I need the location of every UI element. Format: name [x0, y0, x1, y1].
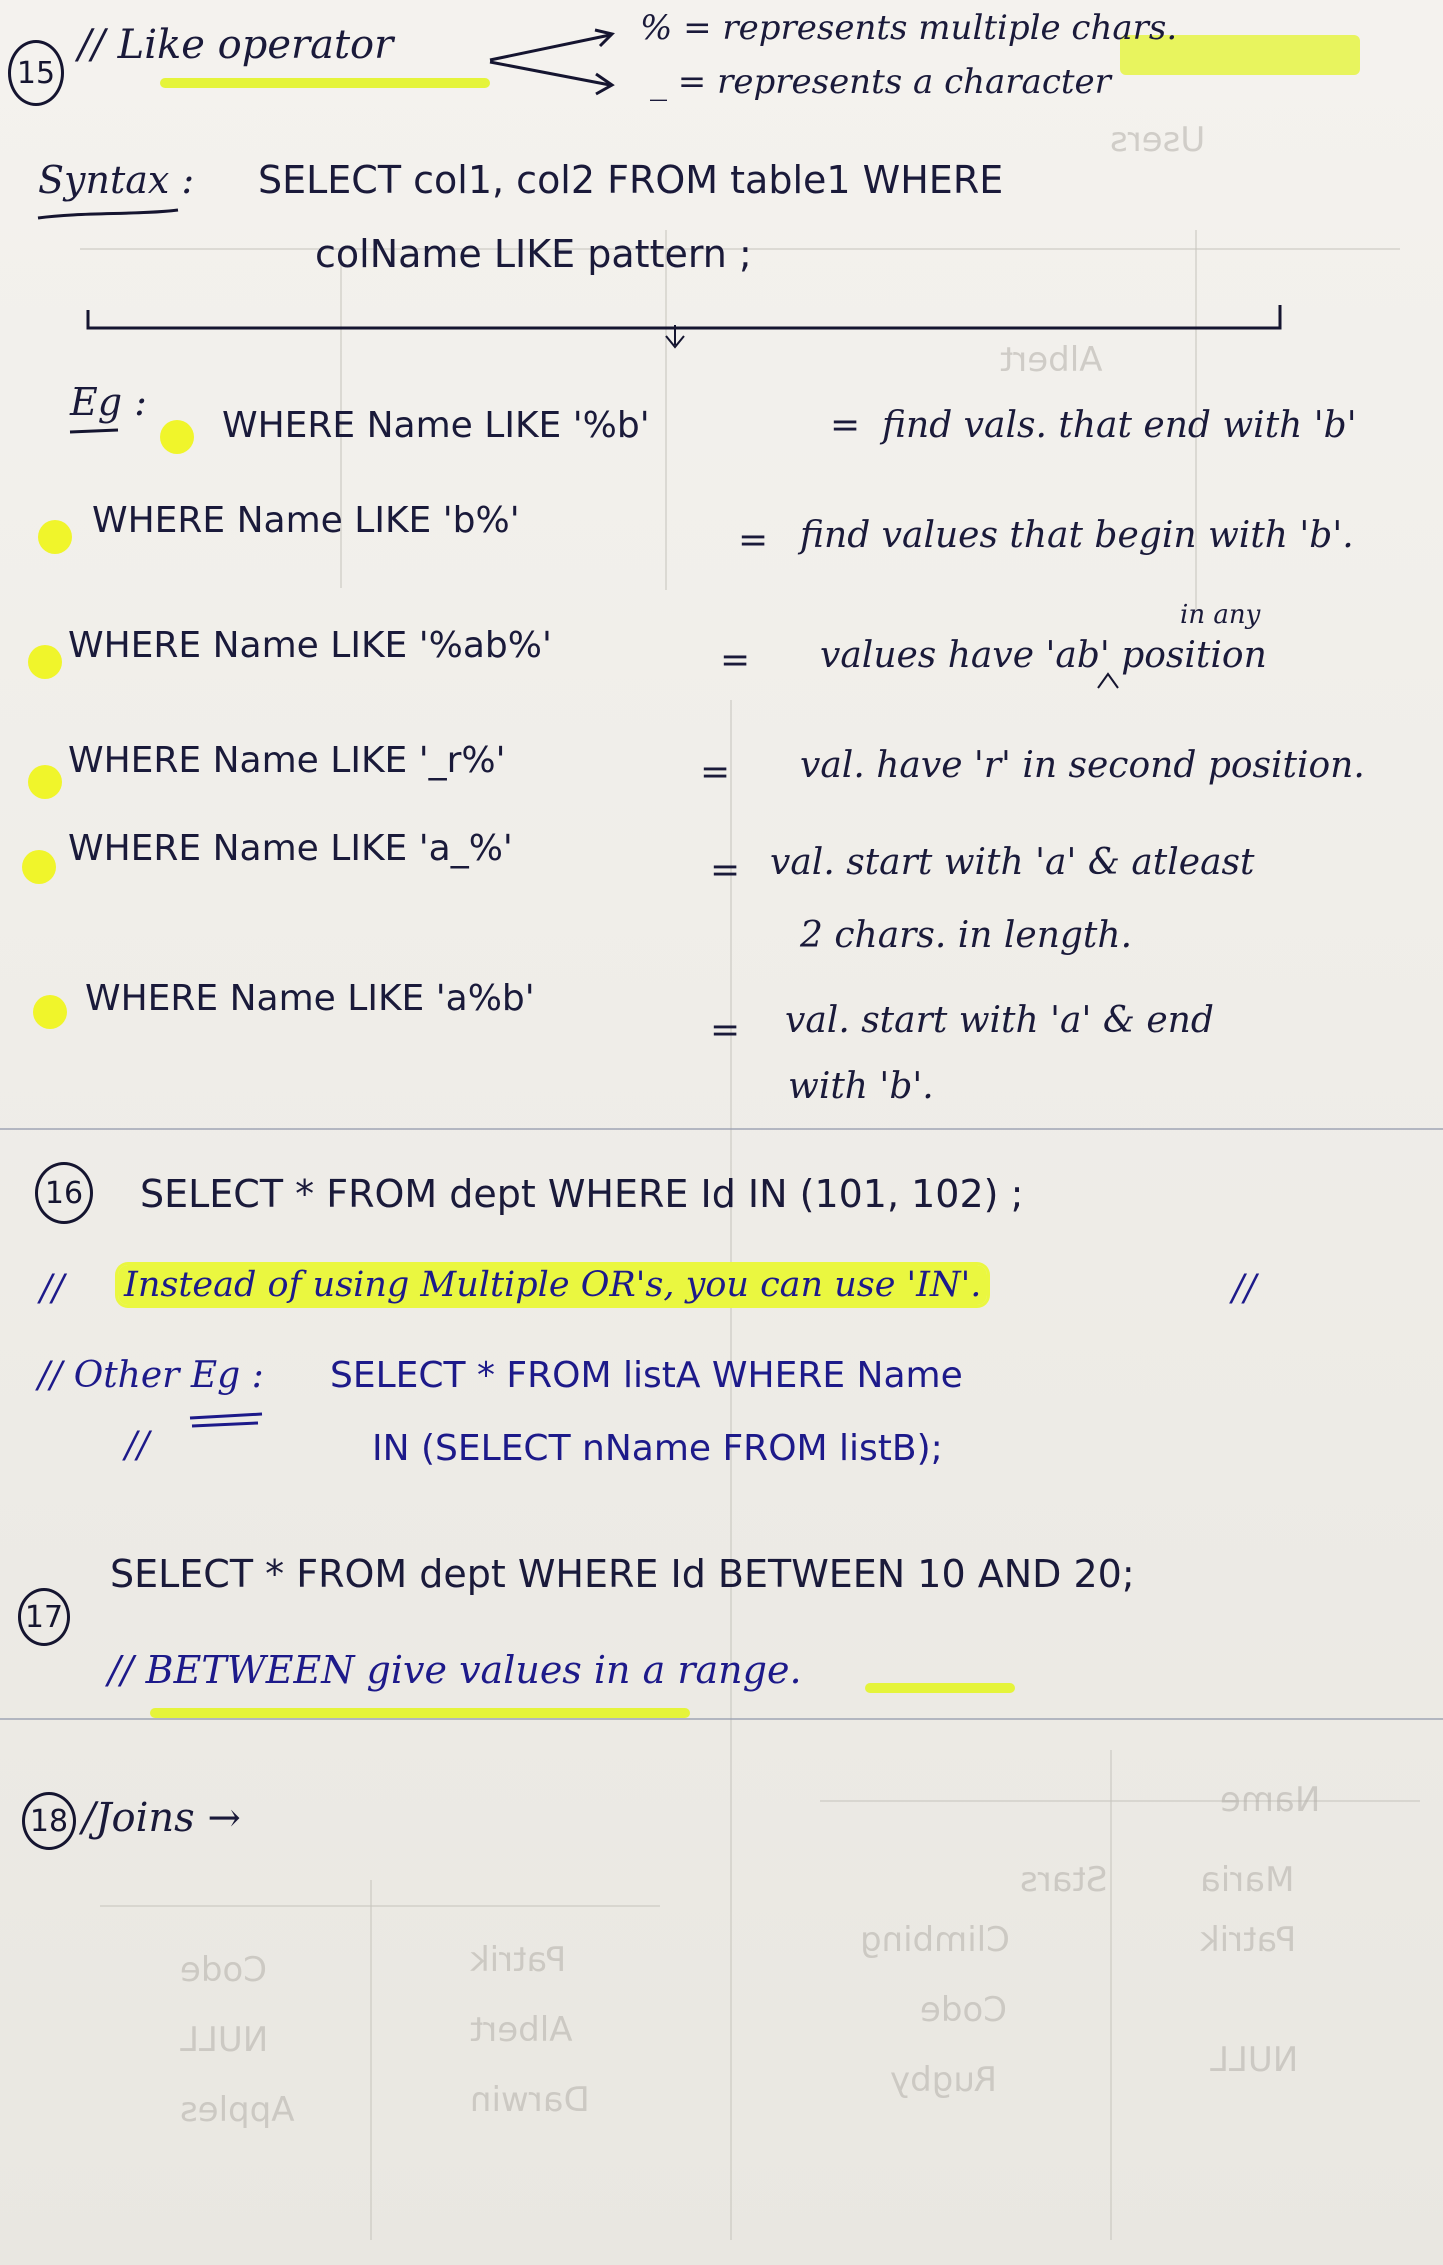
bleed-through-text: Patrik [470, 1940, 567, 1980]
like-example-code: WHERE Name LIKE '_r%' [68, 740, 506, 781]
like-example-description: find vals. that end with 'b' [882, 405, 1357, 446]
bleed-through-text: Code [180, 1950, 268, 1990]
comment-slashes: // [1232, 1268, 1257, 1309]
comment-slashes: // [40, 1268, 65, 1309]
section-number-18: 18 [22, 1792, 76, 1850]
other-example-label: // Other Eg : [38, 1355, 264, 1396]
underscore-wildcard-note: _ = represents a character [650, 62, 1111, 102]
equals-sign: = [720, 640, 751, 681]
bleed-through-text: Climbing [860, 1920, 1010, 1960]
syntax-line-1: SELECT col1, col2 FROM table1 WHERE [258, 158, 1004, 202]
like-example-description: val. have 'r' in second position. [800, 745, 1365, 786]
like-example-code: WHERE Name LIKE 'a_%' [68, 828, 513, 869]
bleed-through-text: Code [920, 1990, 1008, 2030]
bleed-through-text: Patrik [1200, 1920, 1297, 1960]
like-example-code: WHERE Name LIKE 'a%b' [85, 978, 535, 1019]
like-example-description: val. start with 'a' & end [785, 1000, 1214, 1041]
bleed-through-text: Name [1220, 1780, 1321, 1820]
other-example-line-2: IN (SELECT nName FROM listB); [372, 1428, 943, 1469]
bleed-through-text: Apples [180, 2090, 295, 2130]
syntax-line-2: colName LIKE pattern ; [315, 232, 752, 276]
equals-sign: = [738, 520, 769, 561]
between-operator-query: SELECT * FROM dept WHERE Id BETWEEN 10 AND 20; [110, 1552, 1135, 1596]
equals-sign: = [830, 405, 861, 446]
in-operator-note-text: Instead of using Multiple OR's, you can use 'IN'. [118, 1265, 987, 1305]
section-number-15: 15 [8, 40, 64, 106]
like-example-description-line-2: 2 chars. in length. [800, 915, 1133, 956]
bleed-through-text: NULL [1210, 2040, 1299, 2080]
bleed-through-text: NULL [180, 2020, 269, 2060]
comment-slashes: // [125, 1425, 150, 1466]
bleed-through-text: Rugby [890, 2060, 997, 2100]
example-label: Eg : [70, 380, 147, 424]
equals-sign: = [710, 1010, 741, 1051]
bleed-through-text: Darwin [470, 2080, 590, 2120]
like-operator-title: // Like operator [78, 22, 394, 68]
bleed-through-text: Albert [1000, 340, 1103, 380]
syntax-label: Syntax : [38, 158, 195, 202]
other-example-line-1: SELECT * FROM listA WHERE Name [330, 1355, 963, 1396]
section-number-17: 17 [18, 1588, 70, 1646]
in-operator-note [118, 1265, 987, 1305]
like-example-code: WHERE Name LIKE '%ab%' [68, 625, 552, 666]
like-example-description: val. start with 'a' & atleast [770, 842, 1255, 883]
like-example-insert: in any [1180, 600, 1261, 630]
like-example-code: WHERE Name LIKE 'b%' [92, 500, 520, 541]
bleed-through-text: Maria [1200, 1860, 1295, 1900]
like-example-description-line-2: with 'b'. [788, 1066, 934, 1107]
like-example-code: WHERE Name LIKE '%b' [222, 405, 650, 446]
joins-title: /Joins → [82, 1795, 241, 1841]
percent-wildcard-note: % = represents multiple chars. [640, 8, 1178, 48]
equals-sign: = [700, 752, 731, 793]
between-operator-note: // BETWEEN give values in a range. [108, 1648, 802, 1692]
bleed-through-text: Albert [470, 2010, 573, 2050]
equals-sign: = [710, 850, 741, 891]
bleed-through-text: Stars [1020, 1860, 1108, 1900]
like-example-description: find values that begin with 'b'. [800, 515, 1354, 556]
in-operator-query: SELECT * FROM dept WHERE Id IN (101, 102) ; [140, 1172, 1024, 1216]
like-example-description: values have 'ab' position [820, 635, 1267, 676]
section-number-16: 16 [35, 1162, 93, 1224]
bleed-through-text: Users [1110, 120, 1206, 160]
